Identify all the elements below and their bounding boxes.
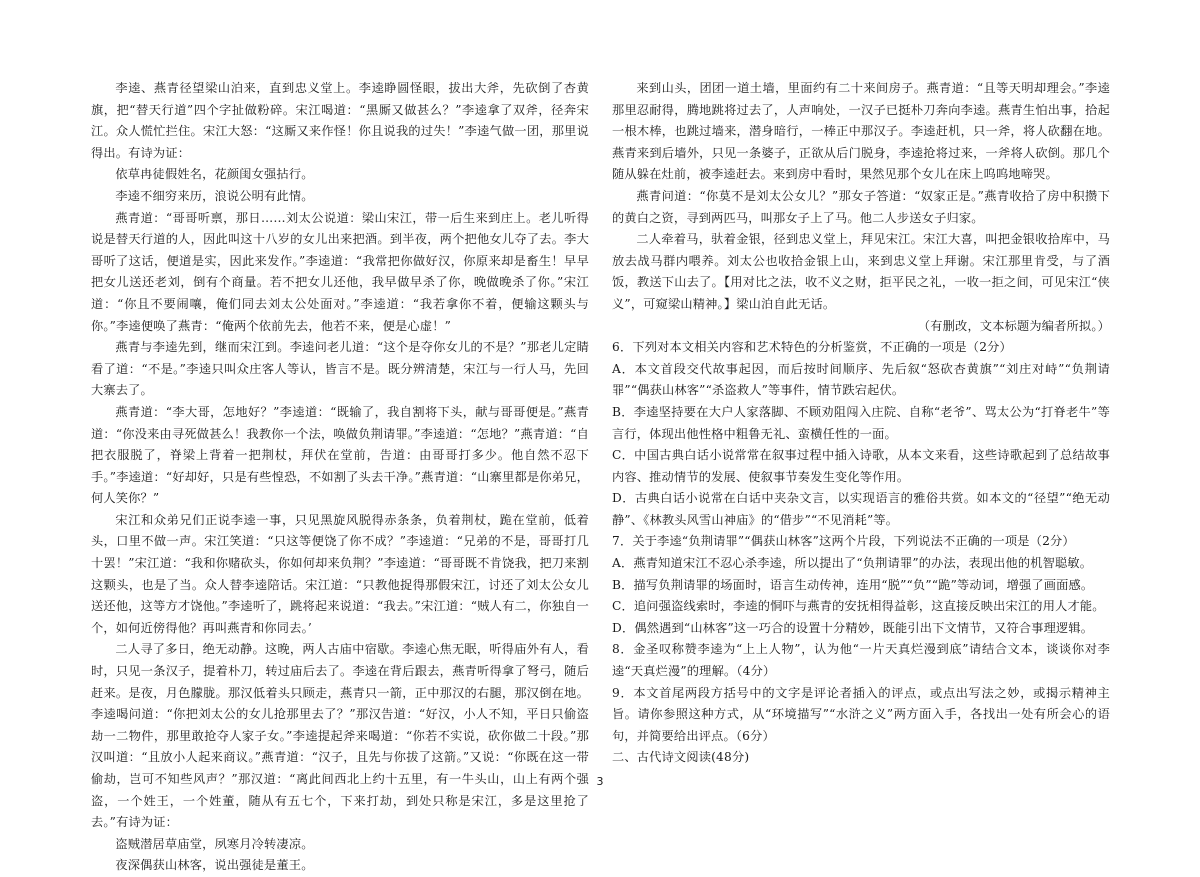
option-7d: D．偶然遇到“山林客”这一巧合的设置十分精妙，既能引出下文情节，又符合事理逻辑。 bbox=[612, 620, 1094, 635]
poem-line: 夜深偶获山林客，说出强徒是董王。 bbox=[115, 858, 314, 873]
option-6c: C．中国古典白话小说常常在叙事过程中插入诗歌，从本文来看，这些诗歌起到了总结故事内容、推动情节的发展、使叙事节奏发生变化等作用。 bbox=[612, 448, 1110, 484]
paragraph: 燕青问道：“你莫不是刘太公女儿？”那女子答道：“奴家正是。”燕青收拾了房中积攒下的黄白之资，寻到两匹马，叫那女子上了马。他二人步送女子归家。 bbox=[612, 188, 1110, 225]
option-6a: A．本文首段交代故事起因，而后按时间顺序、先后叙“怒砍杏黄旗”“刘庄对峙”“负荆请罪”“偶获山林客”“杀盗救人”等事件，情节跌宕起伏。 bbox=[612, 361, 1110, 398]
paragraph: 宋江和众弟兄们正说李逵一事，只见黑旋风脱得赤条条，负着荆杖，跪在堂前，低着头，口里不做一声。宋江笑道：“只这等便饶了你不成？”李逵道：“兄弟的不是，哥哥打几十罢！”宋江道：“我和你赌砍头，你如何却来负荆？”李逵道：“哥哥既不肯饶我，把刀来割这颗头，也是了当。众人替李逵陪话。宋江道：“只教他捉得那假宋江，讨还了刘太公女儿送还他，这等方才饶他。”李逵听了，跳将起来说道：“我去。”宋江道：“贼人有二，你独自一个，如何近傍得他？再叫燕青和你同去。’ bbox=[91, 512, 589, 635]
poem-line: 李逵不细穷来历，浪说公明有此情。 bbox=[115, 188, 314, 203]
source-note: （有删改，文本标题为编者所拟。） bbox=[917, 318, 1110, 333]
question-7: 7．关于李逵“负荆请罪”“偶获山林客”这两个片段，下列说法不正确的一项是（2分） bbox=[612, 534, 1075, 549]
paragraph: 二人寻了多日，绝无动静。这晚，两人古庙中宿歇。李逵心焦无眠，听得庙外有人，看时，只见一条汉子，提着朴刀，转过庙后去了。李逵在背后跟去，燕青听得拿了弩弓，随后赶来。是夜，月色朦胧。那汉低着头只顾走，燕青只一箭，正中那汉的右腿，那汉倒在地。李逵喝问道：“你把刘太公的女儿抢那里去了？”那汉告道：“好汉，小人不知，平日只偷盗劫一二物件，那里敢抢夺人家子女。”李逵提起斧来喝道：“你若不实说，砍你做二十段。”那汉叫道：“且放小人起来商议。”燕青道：“汉子，且先与你拔了这箭。”又说：“你既在这一带偷劫，岂可不知些风声？”那汉道：“离此间西北上约十五里，有一牛头山，山上有两个强盗，一个姓王，一个姓董，随从有五七个，下来打劫，到处只称是宋江，多是这里抢了去。”有诗为证： bbox=[91, 642, 589, 830]
paragraph: 燕青道：“哥哥听禀，那日……刘太公说道：梁山宋江，带一后生来到庄上。老儿听得说是替天行道的人，因此叫这十八岁的女儿出来把酒。到半夜，两个把他女儿夺了去。李大哥听了这话，便道是实，因此来发作。”李逵道：“我常把你做好汉，你原来却是畜生！早早把女儿送还老刘，倒有个商量。若不把女儿还他，我早做早杀了你，晚做晚杀了你。”宋江道：“你且不要闹嚷，俺们同去刘太公处面对。”李逵道：“我若拿你不着，便输这颗头与你。”李逵便唤了燕青：“俺两个依前先去，他若不来，便是心虚！” bbox=[91, 210, 589, 333]
option-6d: D．古典白话小说常在白话中夹杂文言，以实现语言的雅俗共赏。如本文的“径望”“绝无动静”、《林教头风雪山神庙》的“借步”“不见消耗”等。 bbox=[612, 491, 1110, 527]
paragraph: 李逵、燕青径望梁山泊来，直到忠义堂上。李逵睁圆怪眼，拔出大斧，先砍倒了杏黄旗，把“替天行道”四个字扯做粉碎。宋江喝道：“黑厮又做甚么？”李逵拿了双斧，径奔宋江。众人慌忙拦住。宋江大怒：“这厮又来作怪！你且说我的过失！”李逵气做一团，那里说得出。有诗为证： bbox=[91, 81, 589, 160]
option-7b: B．描写负荆请罪的场面时，语言生动传神，连用“脱”“负”“跪”等动词，增强了画面感。 bbox=[612, 577, 1094, 592]
paragraph: 燕青与李逵先到，继而宋江到。李逵问老儿道：“这个是夺你女儿的不是？”那老儿定睛看了道：“不是。”李逵只叫众庄客人等认，皆言不是。既分辨清楚，宋江与一行人马，先回大寨去了。 bbox=[91, 340, 589, 398]
right-column bbox=[612, 78, 1110, 769]
section-heading: 二、古代诗文阅读(48分) bbox=[612, 750, 750, 765]
question-8: 8．金圣叹称赞李逵为“上上人物”，认为他“一片天真烂漫到底”请结合文本，谈谈你对李逵“天真烂漫”的理解。（4分） bbox=[612, 642, 1110, 679]
paragraph: 燕青道：“李大哥，怎地好？”李逵道：“既输了，我自割将下头，献与哥哥便是。”燕青道：“你没来由寻死做甚么！我教你一个法，唤做负荆请罪。”李逵道：“怎地？”燕青道：“自把衣服脱了，脊梁上背着一把荆杖，拜伏在堂前，告道：由哥哥打多少。他自然不忍下手。”李逵道：“好却好，只是有些惶恐，不如割了头去干净。”燕青道：“山寨里都是你弟兄，何人笑你？” bbox=[91, 404, 589, 506]
left-column bbox=[91, 78, 589, 877]
paragraph: 二人牵着马，驮着金银，径到忠义堂上，拜见宋江。宋江大喜，叫把金银收拾库中，马放去战马群内喂养。刘太公也收拾金银上山，来到忠义堂上拜谢。宋江那里肯受，与了酒饭，教送下山去了。【用对比之法，收不义之财，拒平民之礼，一收一拒之间，可见宋江“侠义”，可窥梁山精神。】梁山泊自此无话。 bbox=[612, 232, 1110, 311]
paragraph: 来到山头，团团一道土墙，里面约有二十来间房子。燕青道：“且等天明却理会。”李逵那里忍耐得，腾地跳将过去了，人声响处，一汉子已挺朴刀奔向李逵。燕青生怕出事，拾起一根木棒，也跳过墙来，潜身暗行，一棒正中那汉子。李逵赶机，只一斧，将人砍翻在地。燕青来到后墙外，只见一条婆子，正欲从后门脱身，李逵抢将过来，一斧将人砍倒。那几个随从躲在灶前，被李逵赶去。来到房中看时，果然见那个女儿在床上呜呜地啼哭。 bbox=[612, 81, 1110, 182]
question-6: 6．下列对本文相关内容和艺术特色的分析鉴赏，不正确的一项是（2分） bbox=[612, 340, 1012, 355]
question-9: 9．本文首尾两段方括号中的文字是评论者插入的评点，或点出写法之妙，或揭示精神主旨。请你参照这种方式，从“环境描写”“水浒之义”两方面入手，各找出一处有所会心的语句，并简要给出评点。（6分） bbox=[612, 685, 1110, 743]
option-7c: C．追问强盗线索时，李逵的恫吓与燕青的安抚相得益彰，这直接反映出宋江的用人才能。 bbox=[612, 599, 1105, 614]
poem-line: 盗贼潜居草庙堂，夙寒月冷转凄凉。 bbox=[115, 836, 314, 851]
option-7a: A．燕青知道宋江不忍心杀李逵，所以提出了“负荆请罪”的办法，表现出他的机智聪敏。 bbox=[612, 556, 1093, 571]
option-6b: B．李逵坚持要在大户人家落脚、不顾劝阻闯入庄院、自称“老爷”、骂太公为“打脊老牛”等言行，体现出他性格中粗鲁无礼、蛮横任性的一面。 bbox=[612, 404, 1110, 441]
poem-line: 依草冉徒假姓名，花颜闺女强拈行。 bbox=[115, 167, 314, 182]
page-number: 3 bbox=[596, 775, 604, 788]
